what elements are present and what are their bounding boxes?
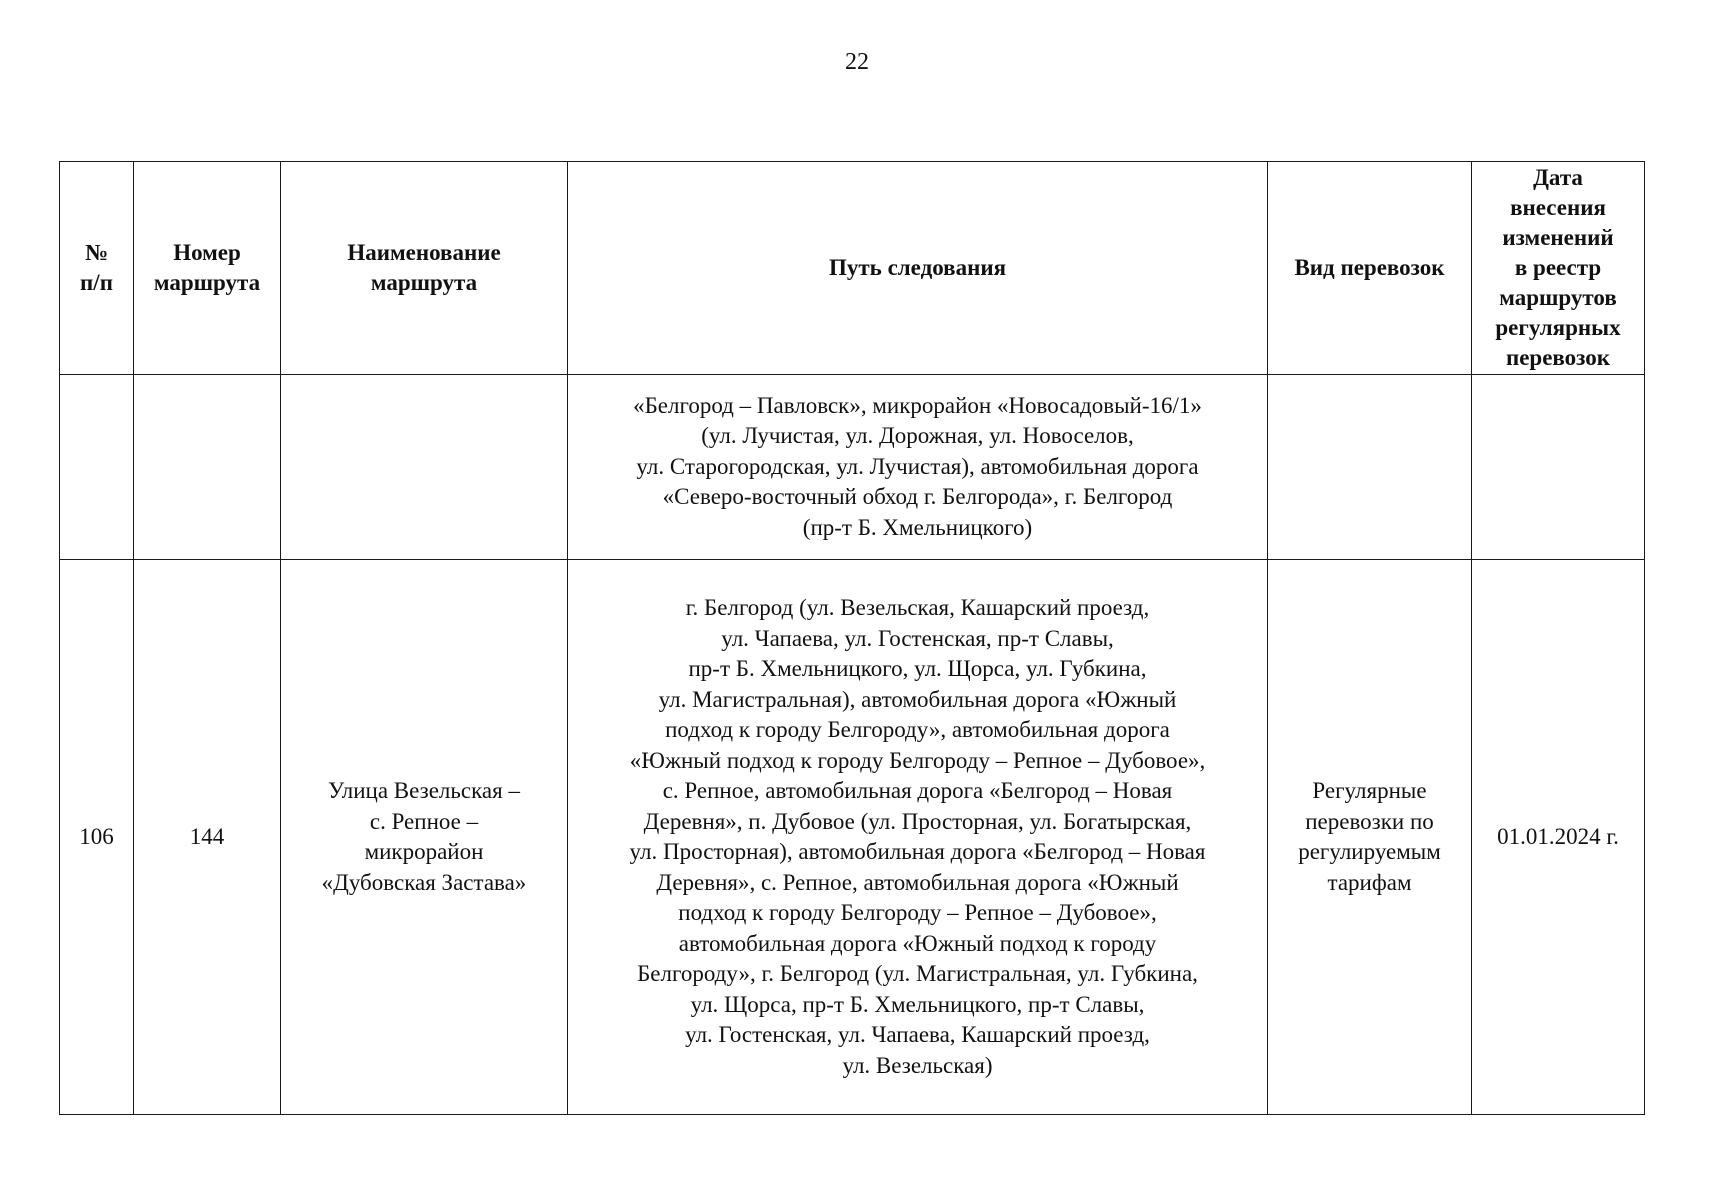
row-number-text: 106 <box>79 823 114 849</box>
table-row <box>60 375 1645 560</box>
table-header <box>60 162 1645 375</box>
header-row-number-label: № п/п <box>80 239 113 295</box>
route-path-text: «Белгород – Павловск», микрорайон «Новосадовый-16/1» (ул. Лучистая, ул. Дорожная, ул. Новоселов, ул. Старогородская, ул. Лучистая), автомобильная дорога «Северо-восточный обход г. Белгорода», г. Белгород (пр-т Б. Хмельницкого) <box>633 392 1202 540</box>
change-date-text: 01.01.2024 г. <box>1497 823 1619 849</box>
cell-row-number <box>60 375 134 560</box>
cell-route-path <box>568 375 1268 560</box>
header-route-number-label: Номер маршрута <box>153 239 261 295</box>
cell-transport-type <box>1268 375 1472 560</box>
table-row <box>60 560 1645 1115</box>
cell-route-number <box>134 560 281 1115</box>
header-route-number <box>134 162 281 375</box>
route-name-text: Улица Везельская – с. Репное – микрорайон «Дубовская Застава» <box>321 778 527 895</box>
header-transport-type <box>1268 162 1472 375</box>
cell-route-name <box>281 375 568 560</box>
header-change-date <box>1472 162 1645 375</box>
header-route-path <box>568 162 1268 375</box>
header-route-name-label: Наименование маршрута <box>347 239 501 295</box>
cell-change-date <box>1472 375 1645 560</box>
cell-transport-type <box>1268 560 1472 1115</box>
route-number-text: 144 <box>189 823 225 849</box>
cell-route-name <box>281 560 568 1115</box>
header-transport-type-label: Вид перевозок <box>1294 254 1445 280</box>
header-change-date-label: Дата внесения изменений в реестр маршрутов регулярных перевозок <box>1495 165 1621 370</box>
route-registry-table <box>59 161 1645 1115</box>
header-route-name <box>281 162 568 375</box>
cell-row-number <box>60 560 134 1115</box>
cell-route-path <box>568 560 1268 1115</box>
table-body <box>60 375 1645 1115</box>
transport-type-text: Регулярные перевозки по регулируемым тарифам <box>1298 778 1441 895</box>
page-number: 22 <box>845 49 869 75</box>
header-route-path-label: Путь следования <box>828 254 1007 280</box>
route-path-text: г. Белгород (ул. Везельская, Кашарский проезд, ул. Чапаева, ул. Гостенская, пр-т Славы, пр-т Б. Хмельницкого, ул. Щорса, ул. Губкина, ул. Магистральная), автомобильная дорога «Южный подход к городу Белгороду», автомобильная дорога «Южный подход к городу Белгороду – Репное – Дубовое», с. Репное, автомобильная дорога «Белгород – Новая Деревня», п. Дубовое (ул. Просторная, ул. Богатырская, ул. Просторная), автомобильная дорога «Белгород – Новая Деревня», с. Репное, автомобильная дорога «Южный подход к городу Белгороду – Репное – Дубовое», автомобильная дорога «Южный подход к городу Белгороду», г. Белгород (ул. Магистральная, ул. Губкина, ул. Щорса, пр-т Б. Хмельницкого, пр-т Славы, ул. Гостенская, ул. Чапаева, Кашарский проезд, ул. Везельская) <box>629 595 1206 1078</box>
header-row-number <box>60 162 134 375</box>
cell-change-date <box>1472 560 1645 1115</box>
header-row <box>60 162 1645 375</box>
cell-route-number <box>134 375 281 560</box>
